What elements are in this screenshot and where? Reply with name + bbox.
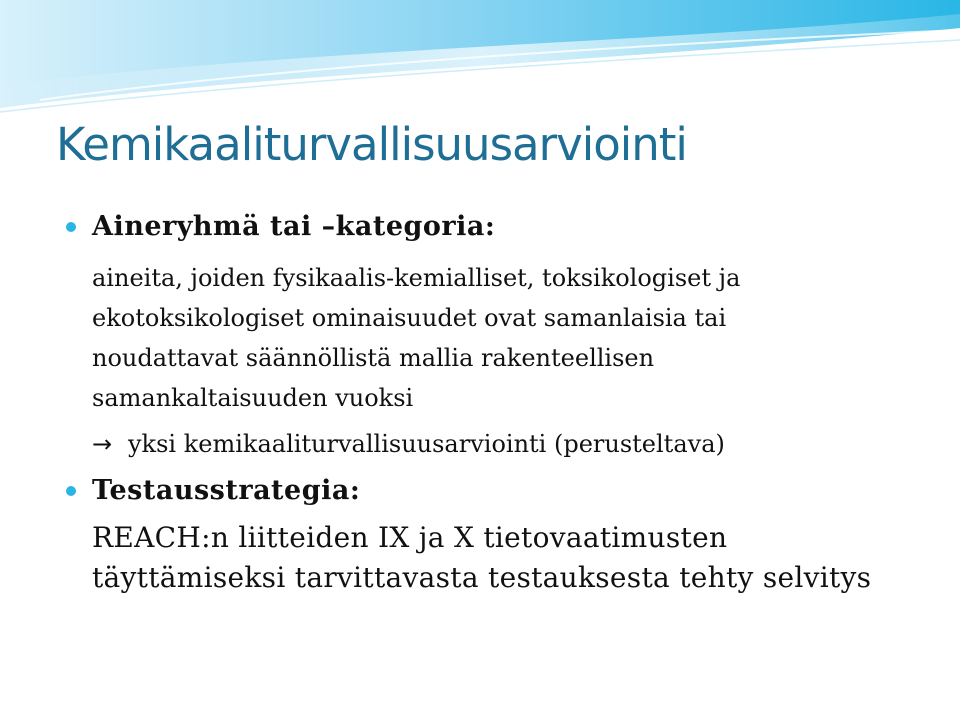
- bullet-heading: Aineryhmä tai –kategoria:: [92, 211, 496, 242]
- description-line: samankaltaisuuden vuoksi: [92, 384, 414, 412]
- bullet-description: [66, 258, 946, 418]
- bullet-dot-icon: [66, 486, 76, 496]
- header-wave-decoration: [0, 0, 960, 120]
- slide-content: [66, 206, 946, 598]
- description-line: täyttämiseksi tarvittavasta testauksesta tehty selvitys: [92, 561, 872, 594]
- bullet-item-category: [66, 206, 946, 248]
- bullet-item-strategy: [66, 470, 946, 512]
- description-line: ekotoksikologiset ominaisuudet ovat samanlaisia tai: [92, 304, 727, 332]
- bullet-description: [66, 518, 946, 598]
- description-line: noudattavat säännöllistä mallia rakenteellisen: [92, 344, 655, 372]
- description-line: aineita, joiden fysikaalis-kemialliset, toksikologiset ja: [92, 264, 741, 292]
- bullet-dot-icon: [66, 222, 76, 232]
- bullet-heading: Testausstrategia:: [92, 475, 361, 506]
- right-arrow-icon: →: [92, 430, 113, 458]
- slide-title: Kemikaaliturvallisuusarviointi: [56, 118, 687, 171]
- conclusion-text: yksi kemikaaliturvallisuusarviointi (perusteltava): [128, 430, 725, 458]
- description-line: REACH:n liitteiden IX ja X tietovaatimusten: [92, 521, 728, 554]
- conclusion-line: [66, 424, 946, 464]
